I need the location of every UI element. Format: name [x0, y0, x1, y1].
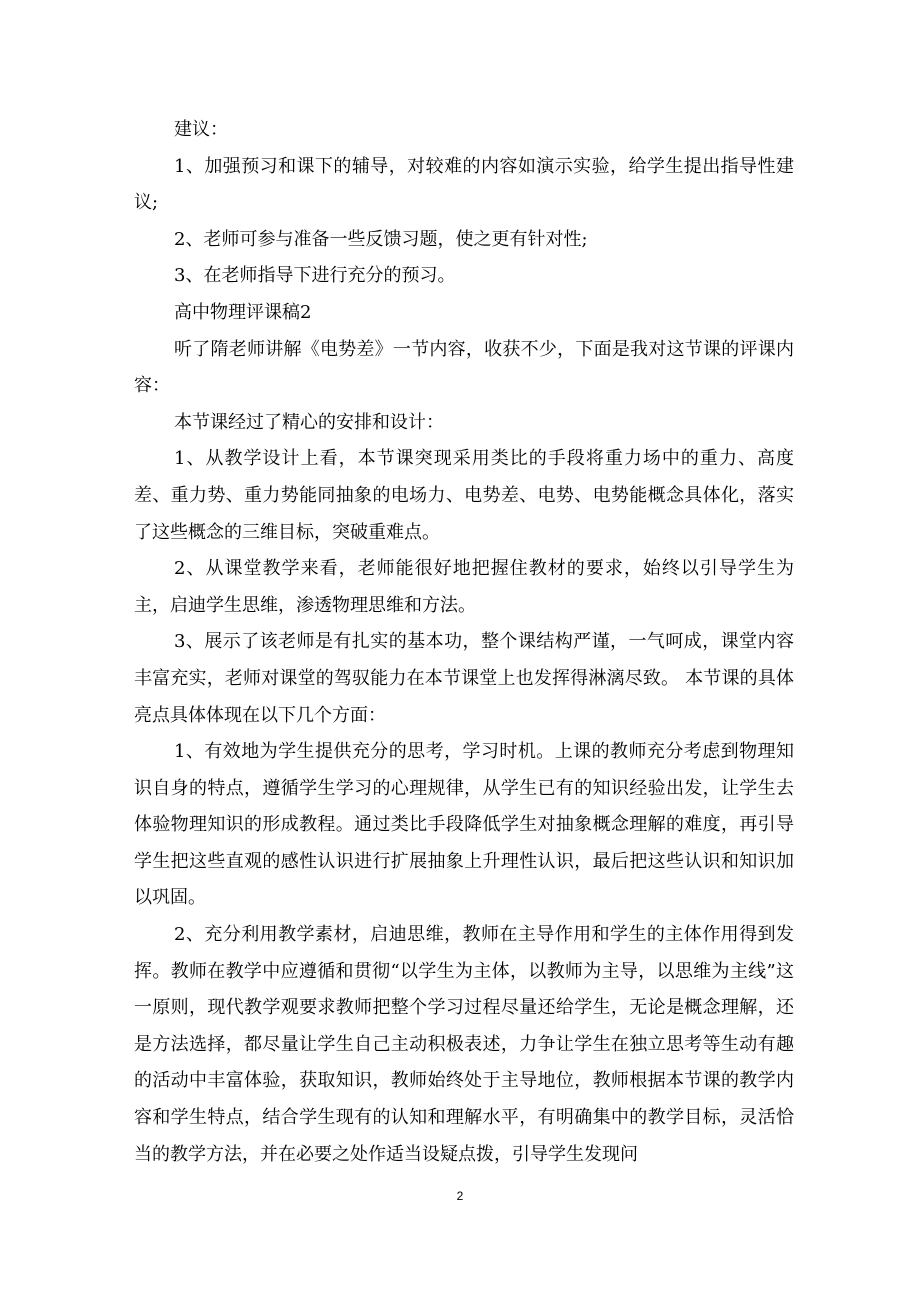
paragraph-point-3: 3、展示了该老师是有扎实的基本功，整个课结构严谨，一气呵成，课堂内容丰富充实，老师对课堂的驾驭能力在本节课堂上也发挥得淋漓尽致。 本节课的具体亮点具体体现在以下几个方面： — [134, 631, 794, 726]
paragraph-point-2: 2、从课堂教学来看，老师能很好地把握住教材的要求，始终以引导学生为主，启迪学生思维，渗透物理思维和方法。 — [134, 558, 794, 616]
paragraph-suggestion-heading: 建议： — [174, 119, 228, 140]
paragraph-point-1: 1、从教学设计上看，本节课突现采用类比的手段将重力场中的重力、高度差、重力势、重力势能同抽象的电场力、电势差、电势、电势能概念具体化，落实了这些概念的三维目标，突破重难点。 — [134, 448, 794, 543]
paragraph-highlight-1: 1、有效地为学生提供充分的思考，学习时机。上课的教师充分考虑到物理知识自身的特点，遵循学生学习的心理规律，从学生已有的知识经验出发，让学生去体验物理知识的形成教程。通过类比手段降低学生对抽象概念理解的难度，再引导学生把这些直观的感性认识进行扩展抽象上升理性认识，最后把这些认识和知识加以巩固。 — [134, 741, 794, 909]
page-number: 2 — [456, 1189, 464, 1203]
paragraph-overview: 本节课经过了精心的安排和设计： — [174, 411, 444, 433]
paragraph-intro: 听了隋老师讲解《电势差》一节内容，收获不少，下面是我对这节课的评课内容： — [134, 338, 794, 397]
paragraph-highlight-2: 2、充分利用教学素材，启迪思维，教师在主导作用和学生的主体作用得到发挥。教师在教学中应遵循和贯彻“以学生为主体，以教师为主导，以思维为主线”这一原则，现代教学观要求教师把整个学习过程尽量还给学生，无论是概念理解，还是方法选择，都尽量让学生自己主动积极表述，力争让学生在独立思考等生动有趣的活动中丰富体验，获取知识，教师始终处于主导地位，教师根据本节课的教学内容和学生特点，结合学生现有的认知和理解水平，有明确集中的教学目标，灵活恰当的教学方法，并在必要之处作适当设疑点拨，引导学生发现问 — [134, 924, 794, 1165]
document-body — [134, 112, 794, 1173]
paragraph-suggestion-1: 1、加强预习和课下的辅导，对较难的内容如演示实验，给学生提出指导性建议; — [134, 155, 794, 214]
section-title: 高中物理评课稿2 — [174, 301, 312, 323]
paragraph-suggestion-2: 2、老师可参与准备一些反馈习题，使之更有针对性; — [174, 228, 588, 250]
paragraph-suggestion-3: 3、在老师指导下进行充分的预习。 — [174, 265, 456, 287]
